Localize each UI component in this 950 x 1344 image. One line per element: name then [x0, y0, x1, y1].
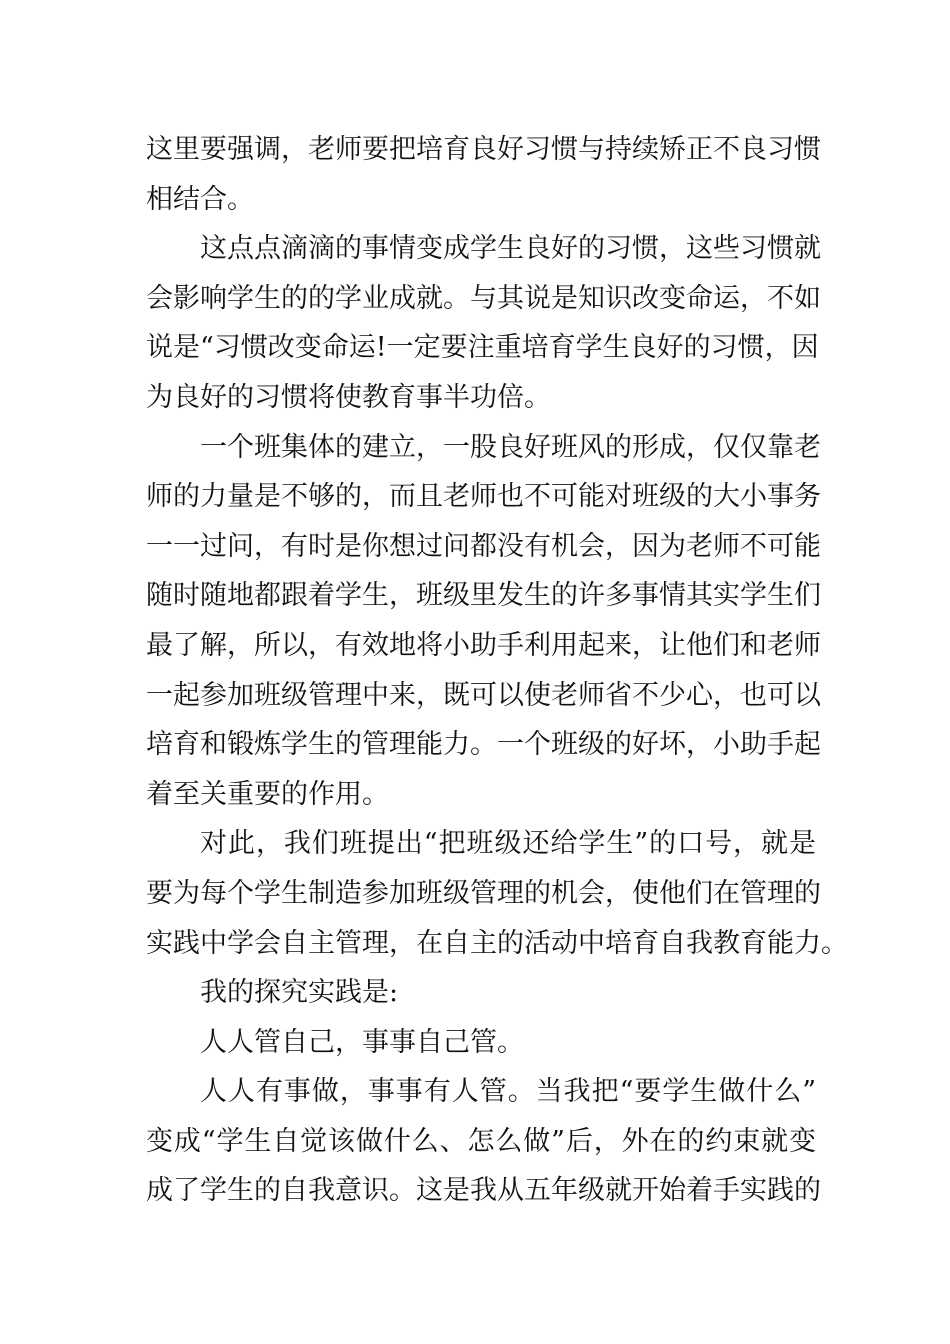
text-line: 变成“学生自觉该做什么、怎么做”后，外在的约束就变: [146, 1125, 816, 1157]
text-line: 最了解，所以，有效地将小助手利用起来，让他们和老师: [146, 629, 821, 661]
text-line: 着至关重要的作用。: [146, 778, 389, 810]
text-line: 说是“习惯改变命运!一定要注重培育学生良好的习惯，因: [146, 332, 819, 364]
text-line: 一个班集体的建立，一股良好班风的形成，仅仅靠老: [200, 431, 821, 463]
text-line: 一起参加班级管理中来，既可以使老师省不少心，也可以: [146, 679, 821, 711]
text-line: 随时随地都跟着学生，班级里发生的许多事情其实学生们: [146, 580, 821, 612]
document-body: [146, 125, 848, 1216]
text-line: 要为每个学生制造参加班级管理的机会，使他们在管理的: [146, 877, 821, 909]
text-line: 师的力量是不够的，而且老师也不可能对班级的大小事务: [146, 481, 821, 513]
text-line: 成了学生的自我意识。这是我从五年级就开始着手实践的: [146, 1175, 821, 1207]
text-line: 这里要强调，老师要把培育良好习惯与持续矫正不良习惯: [146, 134, 821, 165]
text-line: 人人管自己，事事自己管。: [200, 1026, 524, 1058]
text-line: 实践中学会自主管理，在自主的活动中培育自我教育能力。: [146, 927, 848, 959]
text-line: 这点点滴滴的事情变成学生良好的习惯，这些习惯就: [200, 233, 821, 265]
text-line: 为良好的习惯将使教育事半功倍。: [146, 381, 551, 413]
text-line: 培育和锻炼学生的管理能力。一个班级的好坏，小助手起: [146, 729, 821, 761]
text-line: 相结合。: [146, 183, 254, 215]
text-line: 一一过问，有时是你想过问都没有机会，因为老师不可能: [146, 530, 821, 562]
text-line: 我的探究实践是:: [200, 977, 399, 1009]
text-line: 会影响学生的的学业成就。与其说是知识改变命运，不如: [146, 282, 821, 314]
text-line: 对此，我们班提出“把班级还给学生”的口号，就是: [200, 828, 816, 860]
text-line: 人人有事做，事事有人管。当我把“要学生做什么”: [200, 1076, 816, 1108]
